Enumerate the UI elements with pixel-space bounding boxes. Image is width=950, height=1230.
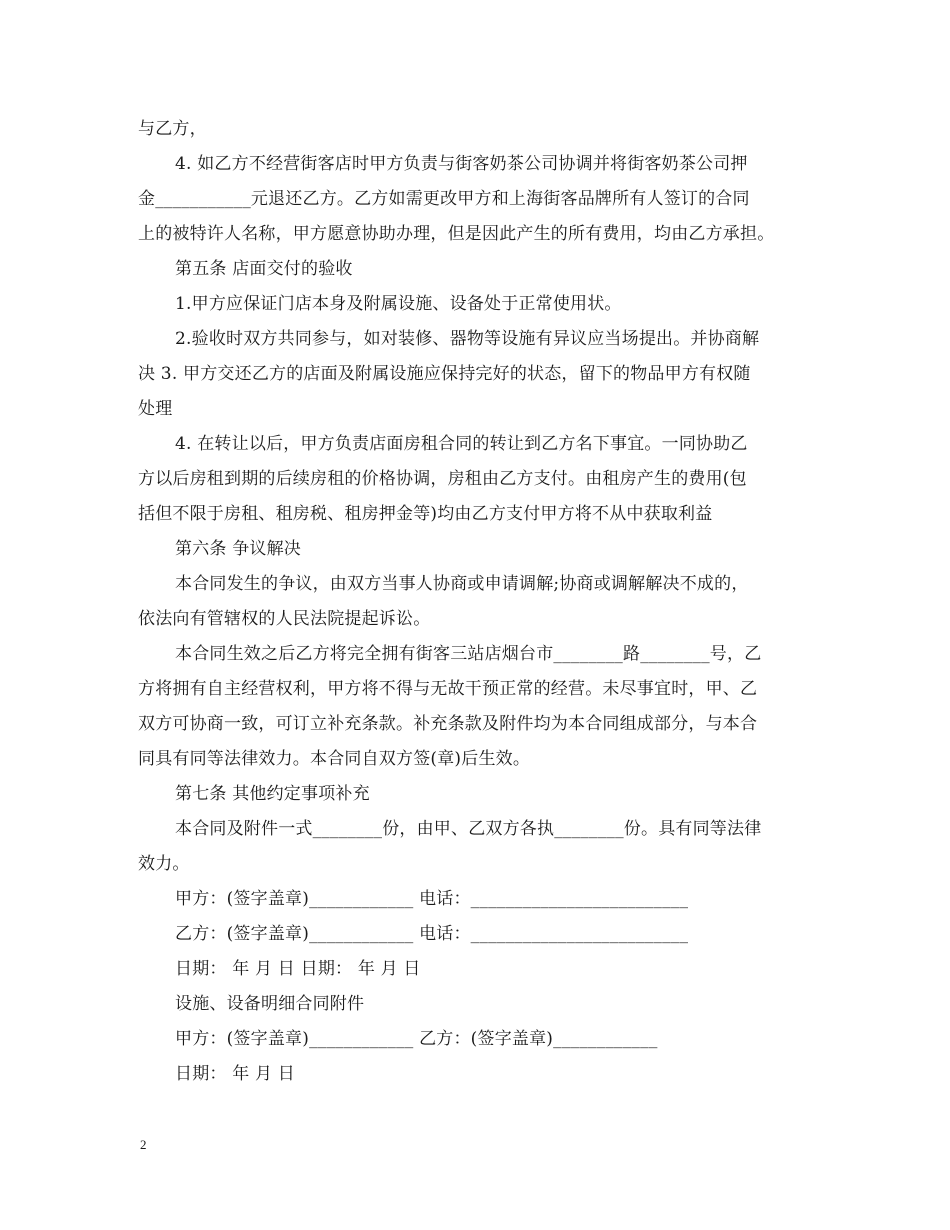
text-line: 同具有同等法律效力。本合同自双方签(章)后生效。 (138, 749, 531, 769)
appendix-signature-line: 甲方：(签字盖章)____________ 乙方：(签字盖章)____________ (175, 1029, 658, 1049)
document-body (138, 112, 828, 1092)
text-line: 依法向有管辖权的人民法院提起诉讼。 (138, 609, 431, 629)
text-line: 本合同生效之后乙方将完全拥有街客三站店烟台市________路________号，乙 (175, 644, 762, 664)
text-line: 方以后房租到期的后续房租的价格协调，房租由乙方支付。由租房产生的费用(包 (138, 469, 747, 489)
text-line: 本合同发生的争议，由双方当事人协商或申请调解;协商或调解解决不成的， (175, 574, 749, 594)
text-line: 金___________元退还乙方。乙方如需更改甲方和上海街客品牌所有人签订的合同 (138, 189, 750, 209)
appendix-date-line: 日期： 年 月 日 (175, 1064, 296, 1084)
text-line: 4. 在转让以后，甲方负责店面房租合同的转让到乙方名下事宜。一同协助乙 (175, 434, 748, 454)
section-heading: 第五条 店面交付的验收 (175, 259, 353, 279)
text-line: 本合同及附件一式________份，由甲、乙双方各执________份。具有同等法律 (175, 819, 762, 839)
text-line: 4. 如乙方不经营街客店时甲方负责与街客奶茶公司协调并将街客奶茶公司押 (175, 154, 748, 174)
text-line: 双方可协商一致，可订立补充条款。补充条款及附件均为本合同组成部分，与本合 (138, 714, 758, 734)
text-line: 2.验收时双方共同参与，如对装修、器物等设施有异议应当场提出。并协商解 (175, 329, 760, 349)
text-line: 与乙方， (138, 119, 207, 139)
page-number: 2 (140, 1137, 147, 1152)
text-line: 方将拥有自主经营权利，甲方将不得与无故干预正常的经营。未尽事宜时，甲、乙 (138, 679, 758, 699)
text-line: 括但不限于房租、租房税、租房押金等)均由乙方支付甲方将不从中获取利益 (138, 504, 713, 524)
text-line: 决 3. 甲方交还乙方的店面及附属设施应保持完好的状态，留下的物品甲方有权随 (138, 364, 751, 384)
signature-line-party-b: 乙方：(签字盖章)____________ 电话：_________________________ (175, 924, 689, 944)
appendix-heading: 设施、设备明细合同附件 (175, 994, 365, 1014)
section-heading: 第六条 争议解决 (175, 539, 302, 559)
date-line: 日期： 年 月 日 日期： 年 月 日 (175, 959, 421, 979)
text-line: 处理 (138, 399, 173, 419)
text-line: 效力。 (138, 854, 190, 874)
text-line: 上的被特许人名称，甲方愿意协助办理，但是因此产生的所有费用，均由乙方承担。 (138, 224, 775, 244)
signature-line-party-a: 甲方：(签字盖章)____________ 电话：_________________________ (175, 889, 689, 909)
text-line: 1.甲方应保证门店本身及附属设施、设备处于正常使用状。 (175, 294, 622, 314)
section-heading: 第七条 其他约定事项补充 (175, 784, 370, 804)
